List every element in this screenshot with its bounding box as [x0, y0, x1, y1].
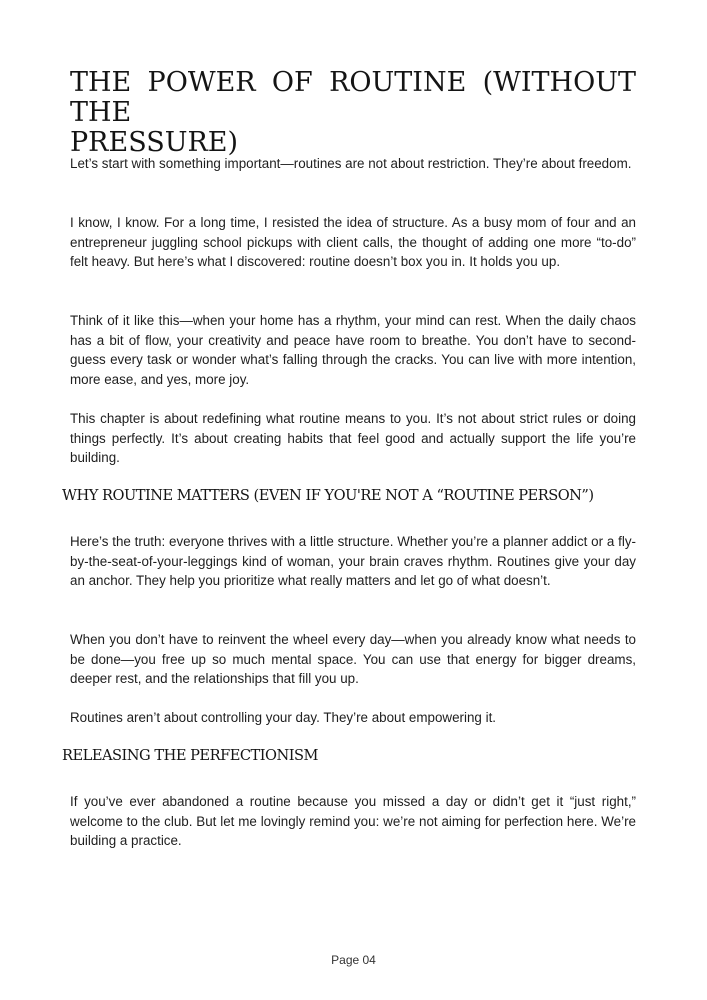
page-title	[70, 68, 636, 158]
section-heading-why-routine-matters: WHY ROUTINE MATTERS (EVEN IF YOU'RE NOT A “ROUTINE PERSON”)	[62, 487, 594, 504]
page-number: Page 04	[331, 953, 376, 967]
why-paragraph-2: When you don’t have to reinvent the wheel every day—when you already know what needs to be done—you free up so much mental space. You can use that energy for bigger dreams, deeper rest, and the relationships that fill you up.	[70, 632, 636, 686]
section-heading-releasing-perfectionism: RELEASING THE PERFECTIONISM	[62, 747, 318, 764]
why-paragraph-1: Here’s the truth: everyone thrives with a little structure. Whether you’re a planner addict or a fly-by-the-seat-of-your-leggings kind of woman, your brain craves rhythm. Routines give your day an anchor. They help you prioritize what really matters and let go of what doesn’t.	[70, 534, 636, 588]
intro-paragraph-3: Think of it like this—when your home has a rhythm, your mind can rest. When the daily chaos has a bit of flow, your creativity and peace have room to breathe. You don’t have to second-guess every task or wonder what’s falling through the cracks. You can live with more intention, more ease, and yes, more joy.	[70, 313, 636, 387]
intro-paragraph-1: Let’s start with something important—routines are not about restriction. They’re about freedom.	[70, 156, 632, 171]
intro-paragraph-2: I know, I know. For a long time, I resisted the idea of structure. As a busy mom of four and an entrepreneur juggling school pickups with client calls, the thought of adding one more “to-do” felt heavy. But here’s what I discovered: routine doesn’t box you in. It holds you up.	[70, 215, 636, 269]
page-title-line-2: PRESSURE)	[70, 127, 239, 158]
perfectionism-paragraph-1: If you’ve ever abandoned a routine because you missed a day or didn’t get it “just right,” welcome to the club. But let me lovingly remind you: we’re not aiming for perfection here. We’re building a practice.	[70, 794, 636, 848]
why-paragraph-3: Routines aren’t about controlling your day. They’re about empowering it.	[70, 710, 497, 725]
intro-paragraph-4: This chapter is about redefining what routine means to you. It’s not about strict rules or doing things perfectly. It’s about creating habits that feel good and actually support the life you’re building.	[70, 411, 636, 465]
page-title-line-1: THE POWER OF ROUTINE (WITHOUT THE	[70, 67, 636, 128]
